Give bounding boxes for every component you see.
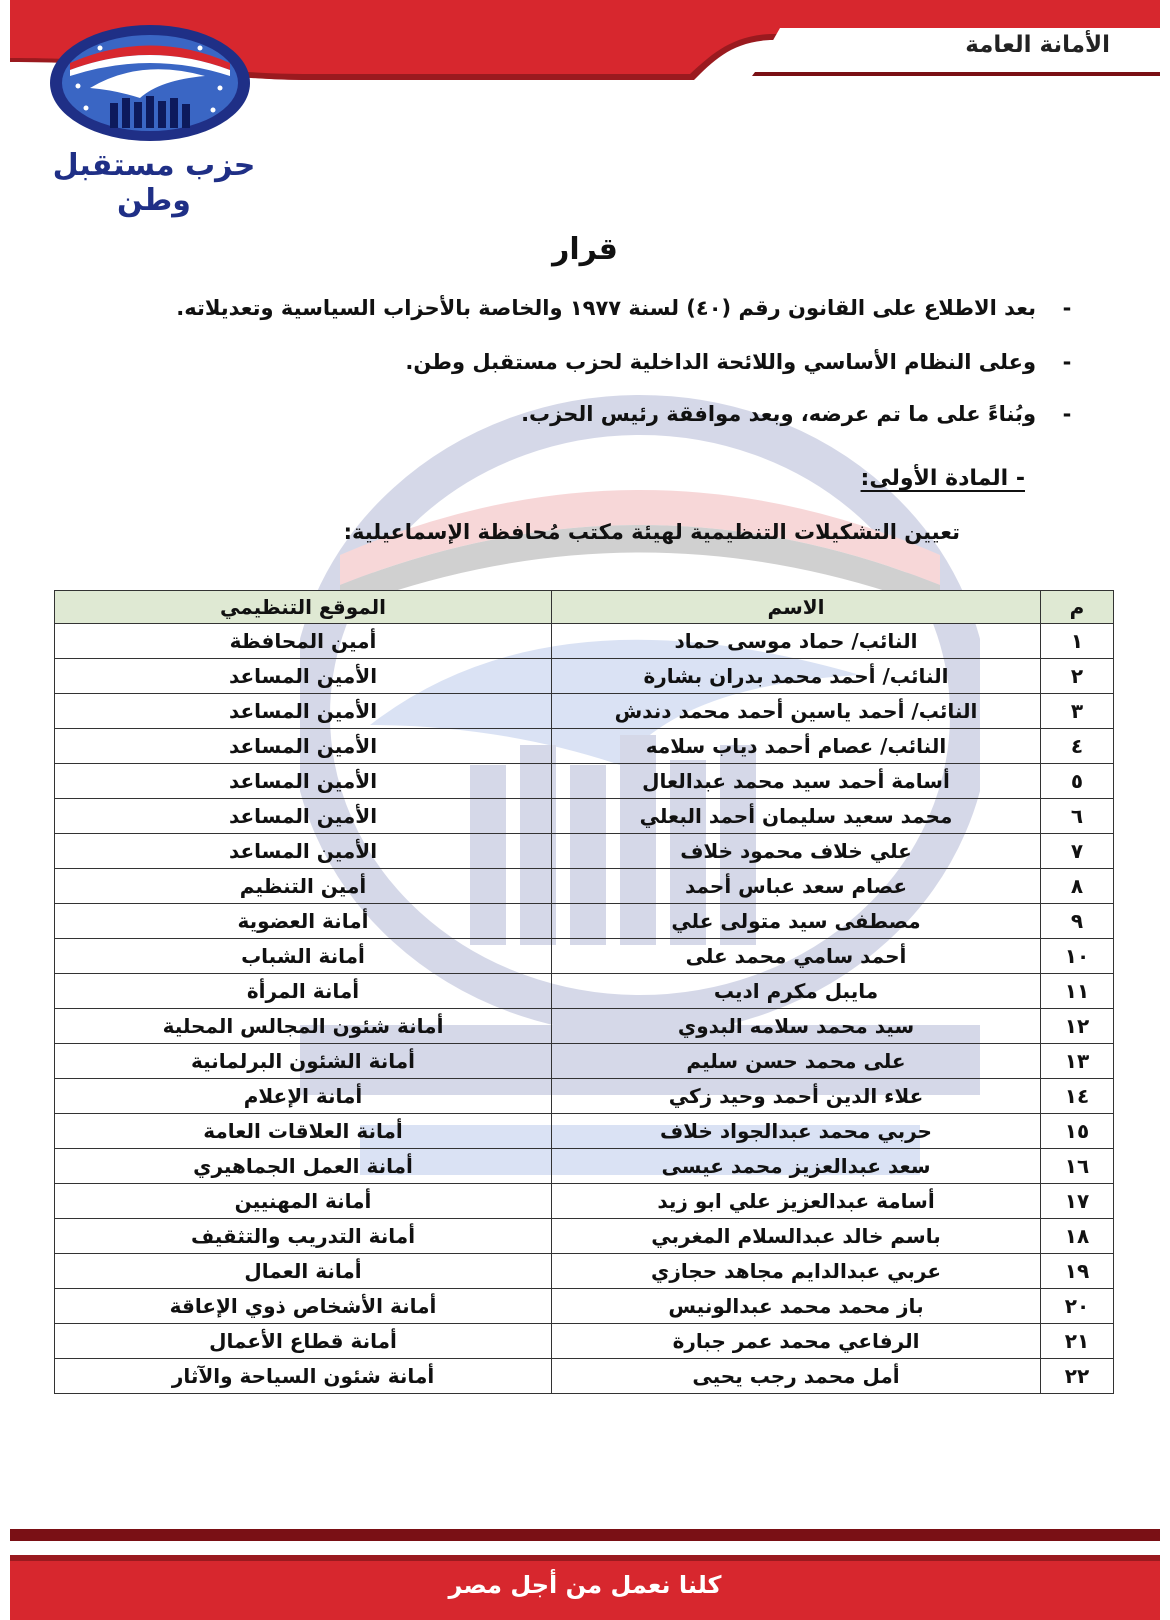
cell-role: أمانة الشباب [55,939,552,974]
decision-title-text: قرار [552,232,618,267]
header-name: الاسم [552,591,1041,624]
cell-role: الأمين المساعد [55,799,552,834]
decision-title [10,232,1160,267]
table-row [55,694,1114,729]
table-row [55,1079,1114,1114]
cell-num: ٦ [1041,799,1114,834]
cell-name: حربي محمد عبدالجواد خلاف [552,1114,1041,1149]
cell-role: أمانة التدريب والتثقيف [55,1219,552,1254]
table-row [55,939,1114,974]
table-row [55,869,1114,904]
cell-num: ١٨ [1041,1219,1114,1254]
cell-role: أمانة الأشخاص ذوي الإعاقة [55,1289,552,1324]
table-row [55,799,1114,834]
table-row [55,659,1114,694]
table-row [55,1359,1114,1394]
cell-name: عصام سعد عباس أحمد [552,869,1041,904]
cell-role: أمين التنظيم [55,869,552,904]
cell-num: ٢٢ [1041,1359,1114,1394]
cell-name: مصطفى سيد متولى علي [552,904,1041,939]
clause-bullet: - [1062,350,1072,374]
cell-num: ١٩ [1041,1254,1114,1289]
table-row [55,1219,1114,1254]
cell-name: عربي عبدالدايم مجاهد حجازي [552,1254,1041,1289]
table-row [55,834,1114,869]
cell-name: أمل محمد رجب يحيى [552,1359,1041,1394]
cell-name: علي خلاف محمود خلاف [552,834,1041,869]
cell-name: النائب/ أحمد محمد بدران بشارة [552,659,1041,694]
clause-2 [80,350,1080,374]
table-header-row [55,591,1114,624]
cell-name: مايبل مكرم اديب [552,974,1041,1009]
header-role: الموقع التنظيمي [55,591,552,624]
clause-text: وبُناءً على ما تم عرضه، وبعد موافقة رئيس الحزب. [521,402,1036,426]
cell-role: أمانة المرأة [55,974,552,1009]
cell-name: النائب/ حماد موسى حماد [552,624,1041,659]
cell-num: ١٧ [1041,1184,1114,1219]
table-row [55,764,1114,799]
table-row [55,1254,1114,1289]
cell-num: ١٠ [1041,939,1114,974]
footer-slogan: كلنا نعمل من أجل مصر [448,1571,722,1599]
members-table-body [55,624,1114,1394]
cell-role: أمانة العلاقات العامة [55,1114,552,1149]
header-num: م [1041,591,1114,624]
header-title-box [816,22,1146,68]
article-heading: - المادة الأولى: [860,466,1025,491]
cell-role: الأمين المساعد [55,694,552,729]
cell-num: ١٥ [1041,1114,1114,1149]
cell-num: ١٦ [1041,1149,1114,1184]
cell-num: ٤ [1041,729,1114,764]
table-row [55,1044,1114,1079]
cell-role: الأمين المساعد [55,659,552,694]
cell-name: على محمد حسن سليم [552,1044,1041,1079]
cell-name: باسم خالد عبدالسلام المغربي [552,1219,1041,1254]
members-table [54,590,1114,1394]
cell-num: ٩ [1041,904,1114,939]
cell-name: سيد محمد سلامه البدوي [552,1009,1041,1044]
logo-wordmark: حزب مستقبل وطن [52,148,256,218]
table-row [55,624,1114,659]
eagle-emblem-icon [30,18,270,153]
clause-1 [80,296,1080,320]
header-title: الأمانة العامة [965,32,1110,58]
cell-name: أسامة عبدالعزيز علي ابو زيد [552,1184,1041,1219]
cell-role: أمانة العضوية [55,904,552,939]
cell-role: أمين المحافظة [55,624,552,659]
cell-num: ٥ [1041,764,1114,799]
cell-name: أسامة أحمد سيد محمد عبدالعال [552,764,1041,799]
cell-name: النائب/ عصام أحمد دياب سلامه [552,729,1041,764]
cell-role: الأمين المساعد [55,764,552,799]
clause-text: بعد الاطلاع على القانون رقم (٤٠) لسنة ١٩٧٧ والخاصة بالأحزاب السياسية وتعديلاته. [176,296,1036,320]
table-row [55,974,1114,1009]
cell-role: الأمين المساعد [55,729,552,764]
table-row [55,1009,1114,1044]
cell-name: علاء الدين أحمد وحيد زكي [552,1079,1041,1114]
table-row [55,1184,1114,1219]
cell-role: أمانة قطاع الأعمال [55,1324,552,1359]
cell-role: الأمين المساعد [55,834,552,869]
table-row [55,729,1114,764]
cell-role: أمانة الشئون البرلمانية [55,1044,552,1079]
cell-role: أمانة شئون السياحة والآثار [55,1359,552,1394]
table-row [55,1324,1114,1359]
cell-role: أمانة العمل الجماهيري [55,1149,552,1184]
clause-text: وعلى النظام الأساسي واللائحة الداخلية لحزب مستقبل وطن. [405,350,1036,374]
cell-role: أمانة الإعلام [55,1079,552,1114]
cell-name: سعد عبدالعزيز محمد عيسى [552,1149,1041,1184]
cell-num: ٢ [1041,659,1114,694]
cell-num: ١١ [1041,974,1114,1009]
cell-num: ٣ [1041,694,1114,729]
cell-name: محمد سعيد سليمان أحمد البعلي [552,799,1041,834]
cell-num: ١٣ [1041,1044,1114,1079]
table-row [55,1149,1114,1184]
cell-name: النائب/ أحمد ياسين أحمد محمد دندش [552,694,1041,729]
clause-bullet: - [1062,402,1072,426]
cell-role: أمانة المهنيين [55,1184,552,1219]
cell-num: ٢٠ [1041,1289,1114,1324]
cell-name: باز محمد محمد عبدالونيس [552,1289,1041,1324]
table-row [55,904,1114,939]
cell-num: ١٢ [1041,1009,1114,1044]
cell-num: ١٤ [1041,1079,1114,1114]
cell-role: أمانة العمال [55,1254,552,1289]
table-row [55,1114,1114,1149]
cell-role: أمانة شئون المجالس المحلية [55,1009,552,1044]
table-row [55,1289,1114,1324]
cell-num: ٨ [1041,869,1114,904]
cell-name: الرفاعي محمد عمر جبارة [552,1324,1041,1359]
cell-num: ٧ [1041,834,1114,869]
cell-name: أحمد سامي محمد على [552,939,1041,974]
clause-bullet: - [1062,296,1072,320]
clause-3 [80,402,1080,426]
document-page [10,0,1160,1620]
cell-num: ٢١ [1041,1324,1114,1359]
assignment-text: تعيين التشكيلات التنظيمية لهيئة مكتب مُحافظة الإسماعيلية: [343,520,960,544]
party-logo [30,18,270,218]
cell-num: ١ [1041,624,1114,659]
